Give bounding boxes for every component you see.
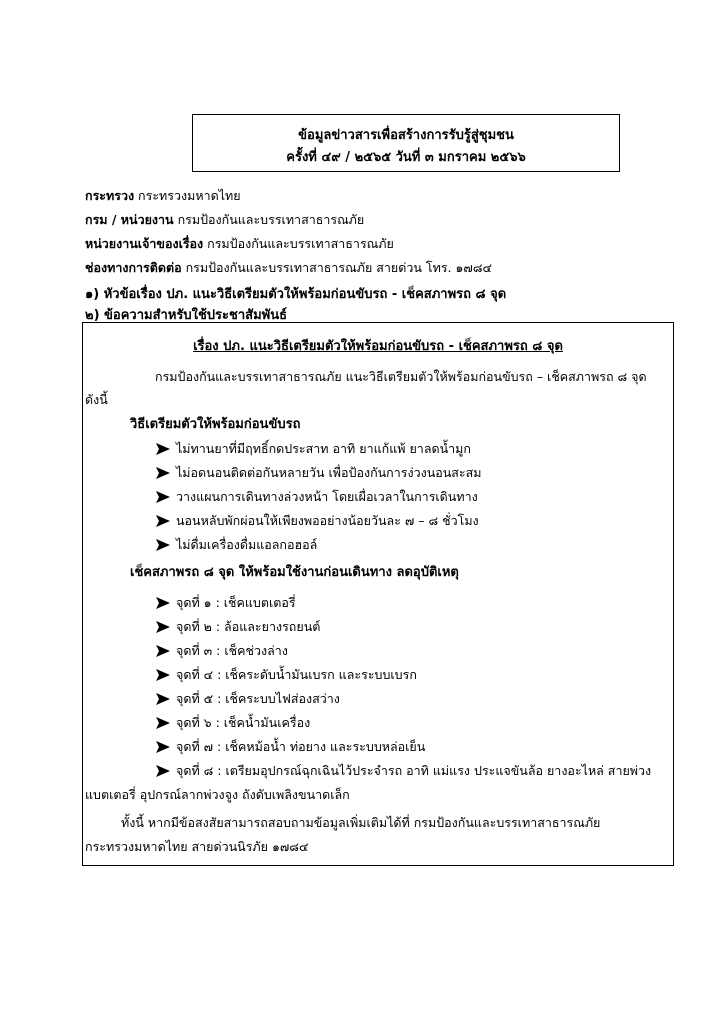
- arrow-bullet-icon: [155, 620, 171, 634]
- arrow-bullet-icon: [155, 644, 171, 658]
- topic-2: ๒) ข้อความสำหรับใช้ประชาสัมพันธ์: [85, 308, 288, 323]
- section2-item: จุดที่ ๓ : เช็คช่วงล่าง: [155, 641, 288, 661]
- section2-item8-continuation: แบตเตอรี่ อุปกรณ์ลากพ่วงจูง ถังดับเพลิงขนาดเล็ก: [85, 787, 350, 802]
- section2-item: จุดที่ ๗ : เช็คหม้อน้ำ ท่อยาง และระบบหล่อเย็น: [155, 737, 425, 757]
- header-box: [192, 114, 620, 172]
- meta-department: [85, 210, 364, 230]
- meta-contact-label: ช่องทางการติดต่อ: [85, 260, 182, 275]
- section1-item: นอนหลับพักผ่อนให้เพียงพออย่างน้อยวันละ ๗ – ๘ ชั่วโมง: [155, 511, 479, 531]
- header-title: ข้อมูลข่าวสารเพื่อสร้างการรับรู้สู่ชุมชน: [298, 128, 514, 143]
- section2-item: จุดที่ ๑ : เช็คแบตเตอรี่: [155, 593, 296, 613]
- section2-item: จุดที่ ๔ : เช็คระดับน้ำมันเบรก และระบบเบรก: [155, 665, 417, 685]
- intro-line-2: ดังนี้: [85, 392, 108, 407]
- section1-item: ไม่อดนอนติดต่อกันหลายวัน เพื่อป้องกันการง่วงนอนสะสม: [155, 463, 482, 483]
- meta-contact-value: กรมป้องกันและบรรเทาสาธารณภัย สายด่วน โทร. ๑๗๘๔: [181, 260, 492, 275]
- meta-ministry: [85, 186, 241, 206]
- intro-line-1: กรมป้องกันและบรรเทาสาธารณภัย แนะวิธีเตรียมตัวให้พร้อมก่อนขับรถ – เช็คสภาพรถ ๘ จุด: [155, 369, 647, 384]
- arrow-bullet-icon: [155, 596, 171, 610]
- arrow-bullet-icon: [155, 716, 171, 730]
- section1-heading: วิธีเตรียมตัวให้พร้อมก่อนขับรถ: [130, 417, 301, 432]
- content-box: [82, 322, 674, 866]
- meta-department-value: กรมป้องกันและบรรเทาสาธารณภัย: [173, 212, 365, 227]
- section2-item: จุดที่ ๒ : ล้อและยางรถยนต์: [155, 617, 320, 637]
- arrow-bullet-icon: [155, 692, 171, 706]
- arrow-bullet-icon: [155, 490, 171, 504]
- arrow-bullet-icon: [155, 740, 171, 754]
- arrow-bullet-icon: [155, 514, 171, 528]
- meta-owner-label: หน่วยงานเจ้าของเรื่อง: [85, 236, 204, 251]
- arrow-bullet-icon: [155, 668, 171, 682]
- content-title: เรื่อง ปภ. แนะวิธีเตรียมตัวให้พร้อมก่อนขับรถ - เช็คสภาพรถ ๘ จุด: [193, 339, 563, 354]
- arrow-bullet-icon: [155, 442, 171, 456]
- meta-owner: [85, 234, 394, 254]
- meta-contact: [85, 258, 492, 278]
- section2-item: จุดที่ ๘ : เตรียมอุปกรณ์ฉุกเฉินไว้ประจำรถ อาทิ แม่แรง ประแจขันล้อ ยางอะไหล่ สายพ่วง: [155, 761, 651, 781]
- closing-line-2: กระทรวงมหาดไทย สายด่วนนิรภัย ๑๗๘๔: [85, 839, 309, 854]
- section1-item: ไม่ทานยาที่มีฤทธิ์กดประสาท อาทิ ยาแก้แพ้ ยาลดน้ำมูก: [155, 439, 471, 459]
- arrow-bullet-icon: [155, 466, 171, 480]
- meta-ministry-value: กระทรวงมหาดไทย: [134, 188, 241, 203]
- arrow-bullet-icon: [155, 764, 171, 778]
- section1-item: ไม่ดื่มเครื่องดื่มแอลกอฮอล์: [155, 535, 317, 555]
- section1-item: วางแผนการเดินทางล่วงหน้า โดยเผื่อเวลาในการเดินทาง: [155, 487, 478, 507]
- section2-item: จุดที่ ๕ : เช็คระบบไฟส่องสว่าง: [155, 689, 340, 709]
- header-issue-line: ครั้งที่ ๔๙ / ๒๕๖๕ วันที่ ๓ มกราคม ๒๕๖๖: [286, 150, 526, 165]
- meta-department-label: กรม / หน่วยงาน: [85, 212, 174, 227]
- meta-owner-value: กรมป้องกันและบรรเทาสาธารณภัย: [203, 236, 394, 251]
- meta-ministry-label: กระทรวง: [85, 188, 135, 203]
- arrow-bullet-icon: [155, 538, 171, 552]
- topic-1: ๑) หัวข้อเรื่อง ปภ. แนะวิธีเตรียมตัวให้พร้อมก่อนขับรถ - เช็คสภาพรถ ๘ จุด: [85, 287, 507, 302]
- section2-item: จุดที่ ๖ : เช็คน้ำมันเครื่อง: [155, 713, 310, 733]
- section2-heading: เช็คสภาพรถ ๘ จุด ให้พร้อมใช้งานก่อนเดินทาง ลดอุบัติเหตุ: [130, 565, 459, 580]
- closing-line-1: ทั้งนี้ หากมีข้อสงสัยสามารถสอบถามข้อมูลเพิ่มเติมได้ที่ กรมป้องกันและบรรเทาสาธารณภัย: [121, 815, 601, 830]
